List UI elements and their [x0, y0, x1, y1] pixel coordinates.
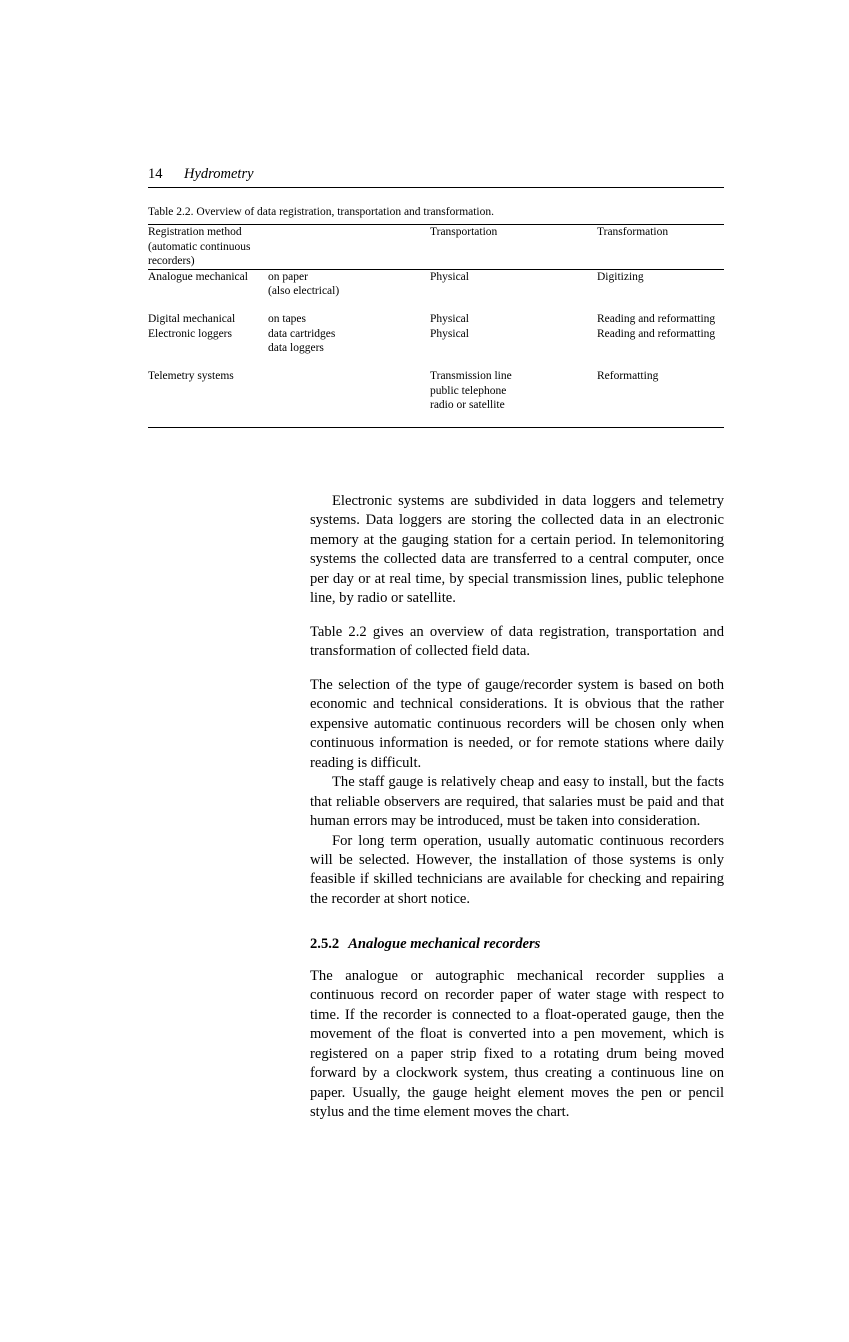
table-row [148, 312, 724, 326]
body-text-column [310, 492, 724, 1137]
section-number: 2.5.2 [310, 936, 340, 953]
cell-line: Reading and reformatting [597, 327, 716, 340]
table-row [148, 369, 724, 412]
paragraph-1: Electronic systems are subdivided in data loggers and telemetry systems. Data loggers are storing the collected data in an electronic memory at the gauging station for a certain period. In telemonitoring systems the collected data are transferred to a central computer, once per day or at real time, by special transmission lines, public telephone line, by radio or satellite. [310, 493, 724, 607]
cell-line: Reading and reformatting [597, 313, 716, 326]
table-cell-medium [268, 327, 430, 356]
table-grid [148, 224, 724, 426]
paragraph-6: The analogue or autographic mechanical recorder supplies a continuous record on recorder paper of water stage with respect to time. If the recorder is connected to a float-operated gauge, then the movement of the float is converted into a pen movement, which is registered on a paper strip fixed to a rotating drum being moved forward by a clockwork system, thus creating a continuous line on paper. Usually, the gauge height element moves the pen or pencil stylus and the time element moves the chart. [310, 967, 724, 1121]
section-title: Analogue mechanical recorders [348, 936, 541, 953]
table-caption: Table 2.2. Overview of data registration, transportation and transformation. [148, 206, 495, 218]
table-header-cell-registration [148, 225, 268, 269]
table-header-cell-blank [268, 225, 430, 269]
table-cell-transformation [597, 327, 724, 356]
table-cell-transportation [430, 369, 597, 412]
page-number: 14 [148, 166, 163, 182]
cell-line: data loggers [268, 342, 324, 354]
cell-line: Digitizing [597, 270, 644, 283]
table-spacer [148, 355, 724, 369]
table-bottom-rule [148, 427, 724, 428]
table-header-row [148, 225, 724, 269]
table-cell-transformation [597, 269, 724, 298]
table-spacer [148, 413, 724, 427]
running-title: Hydrometry [184, 166, 254, 182]
table-row [148, 327, 724, 356]
table-cell-transportation [430, 312, 597, 326]
cell-line: data cartridges [268, 327, 336, 340]
cell-line: radio or satellite [430, 399, 505, 412]
table-cell-medium [268, 269, 430, 298]
cell-line: Physical [430, 327, 469, 340]
table-row [148, 269, 724, 298]
cell-line: Reformatting [597, 370, 659, 383]
table-spacer [148, 298, 724, 312]
header-rule [148, 187, 724, 188]
section-heading [310, 935, 724, 954]
table-cell-transportation [430, 327, 597, 356]
table-cell-method [148, 327, 268, 356]
table-cell-transformation [597, 312, 724, 326]
cell-line: Analogue mechanical [148, 270, 248, 283]
cell-line: Transmission line [430, 370, 512, 383]
table-cell-transformation [597, 369, 724, 412]
table-header-cell-transportation: Transportation [430, 226, 498, 239]
header-line-2: (automatic continuous recorders) [148, 240, 251, 268]
cell-line: Physical [430, 313, 469, 326]
cell-line: Telemetry systems [148, 370, 234, 383]
header-line-1: Registration method [148, 226, 242, 239]
table-cell-medium [268, 369, 430, 412]
page-header [148, 166, 724, 188]
paragraph-5: For long term operation, usually automatic continuous recorders will be selected. However, the installation of those systems is only feasible if skilled technicians are available for checking and repairing the recorder at short notice. [310, 832, 724, 907]
table-2-2 [148, 205, 724, 428]
paragraph-3: The selection of the type of gauge/recorder system is based on both economic and technical considerations. It is obvious that the rather expensive automatic continuous recorders will be chosen only when continuous information is needed, or for remote stations where daily reading is difficult. [310, 676, 724, 771]
table-cell-medium [268, 312, 430, 326]
cell-line: Digital mechanical [148, 313, 236, 326]
table-cell-method [148, 369, 268, 412]
cell-line: on tapes [268, 313, 307, 326]
table-header-cell-transformation: Transformation [597, 226, 669, 239]
table-cell-method [148, 269, 268, 298]
table-cell-transportation [430, 269, 597, 298]
cell-line: public telephone [430, 384, 507, 397]
paragraph-4: The staff gauge is relatively cheap and easy to install, but the facts that reliable observers are required, that salaries must be paid and that human errors may be introduced, must be taken into consideration. [310, 774, 724, 830]
cell-line: Electronic loggers [148, 327, 232, 340]
cell-line: on paper [268, 270, 308, 283]
paragraph-2: Table 2.2 gives an overview of data registration, transportation and transformation of collected field data. [310, 623, 724, 660]
cell-line: (also electrical) [268, 284, 340, 297]
cell-line: Physical [430, 270, 469, 283]
table-cell-method [148, 312, 268, 326]
